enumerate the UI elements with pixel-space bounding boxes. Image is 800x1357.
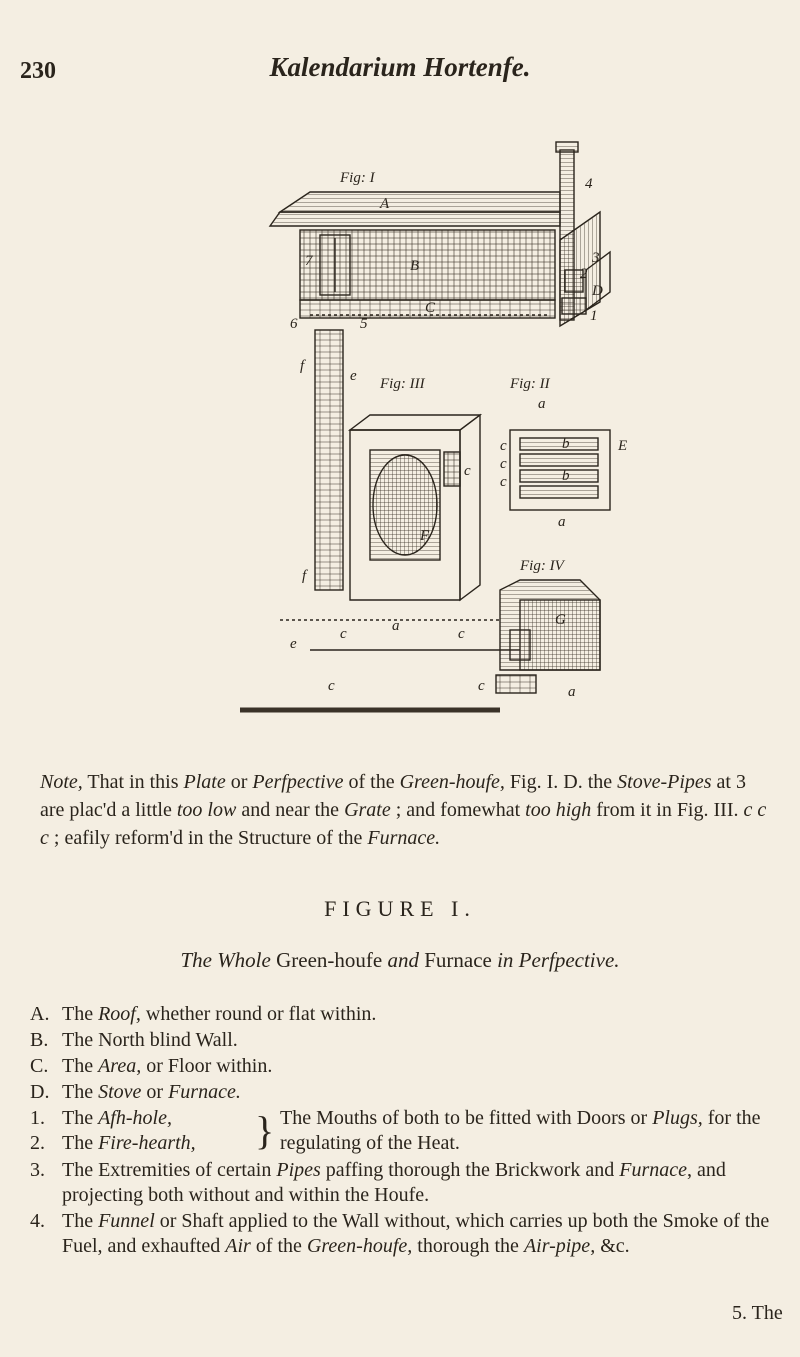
fig-1-letter-a: A: [380, 196, 390, 212]
fig-1-letter-d: D: [592, 283, 603, 299]
bottom-letter-c-4: c: [478, 678, 485, 694]
fig-3-letter-a: a: [392, 618, 400, 634]
note-lead: Note,: [40, 771, 83, 793]
fig-3-letter-e: e: [350, 368, 357, 384]
fig-3-label: Fig: III: [380, 376, 425, 392]
legend-3-text-2: paffing thorough the Brickwork and: [320, 1159, 620, 1181]
note-stove-pipes: Stove-Pipes: [617, 771, 712, 793]
legend-a-italic-1: Roof,: [98, 1003, 141, 1025]
legend-d-text-1: The: [62, 1081, 99, 1103]
legend-4-text-2: or Shaft applied to the Wall without, which carries up both the Smoke of the Fuel, and exhaufted: [62, 1210, 770, 1257]
bottom-letter-c-3: c: [328, 678, 335, 694]
legend-3-italic-1: Pipes: [276, 1159, 321, 1181]
fig-3-letter-f-top: f: [300, 358, 305, 374]
note-grate: Grate: [344, 799, 391, 821]
fig-3-letter-c: c: [464, 463, 471, 479]
figure-legend: [30, 1002, 780, 1260]
legend-2-text-1: The: [62, 1132, 99, 1154]
note-text-5: at 3 are plac'd a little: [40, 771, 746, 821]
legend-3-text-3: , and projecting both without and within the Houfe.: [62, 1159, 726, 1206]
sub-a: The Whole: [180, 948, 271, 972]
note-text-4: Fig. I. D. the: [504, 771, 618, 793]
fig-1-number-5: 5: [360, 316, 368, 332]
plate-note: [40, 768, 775, 852]
note-plate: Plate: [183, 771, 226, 793]
legend-1-italic-1: Afh-hole,: [98, 1107, 172, 1129]
fig-1-letter-c: C: [425, 300, 436, 316]
legend-1-text-1: The: [62, 1107, 99, 1129]
legend-c-text-1: The: [62, 1055, 99, 1077]
fig-2-letter-a-top: a: [538, 396, 546, 412]
note-too-high: too high: [525, 799, 592, 821]
fig-2-pipes: [510, 430, 610, 510]
note-text-2: or: [225, 771, 253, 793]
fig-3-letter-big-f: F: [420, 528, 430, 544]
legend-entry-4: [30, 1209, 780, 1259]
legend-shared-italic-1: Plugs,: [652, 1107, 703, 1129]
legend-4-italic-2: Air: [225, 1235, 251, 1257]
fig-4-letter-a: a: [568, 684, 576, 700]
note-ccc: c c c: [40, 799, 767, 849]
fig-1-number-6: 6: [290, 316, 298, 332]
legend-entry-1: [30, 1106, 282, 1131]
fig-1-number-2: 2: [580, 266, 588, 282]
legend-4-italic-4: Air-pipe,: [523, 1235, 596, 1257]
fig-2-label: Fig: II: [510, 376, 550, 392]
note-text-7: ; and fomewhat: [390, 799, 526, 821]
sub-c: and: [387, 948, 419, 972]
sub-d: Furnace: [418, 948, 498, 972]
fig-2-letter-e: E: [618, 438, 628, 454]
fig-2-labels: [500, 376, 627, 530]
legend-key-b: B.: [30, 1029, 49, 1051]
bottom-letter-e: e: [290, 636, 297, 652]
legend-key-1: 1.: [30, 1107, 45, 1129]
legend-entry-pair-1-2: [30, 1106, 780, 1158]
fig-4-letter-g: G: [555, 612, 566, 628]
legend-4-text-4: thorough the: [412, 1235, 524, 1257]
note-text-3: of the: [343, 771, 400, 793]
note-greenhouse: Green-houfe,: [399, 771, 505, 793]
fig-1-letter-b: B: [410, 258, 420, 274]
legend-d-italic-2: Furnace.: [168, 1081, 241, 1103]
fig-1-number-1: 1: [590, 308, 598, 324]
page-number: 230: [20, 58, 56, 84]
sub-b: Green-houfe: [270, 948, 388, 972]
fig-2-letter-b-1: b: [562, 436, 570, 452]
note-text-9: ; eafily reform'd in the Structure of the: [48, 827, 368, 849]
legend-entry-c: [30, 1054, 780, 1079]
fig-1-number-7: 7: [305, 253, 313, 269]
note-perspective: Perfpective: [252, 771, 344, 793]
legend-a-text-1: The: [62, 1003, 99, 1025]
legend-key-2: 2.: [30, 1132, 45, 1154]
fig-4-label: Fig: IV: [520, 558, 564, 574]
fig-2-letter-c-1: c: [500, 438, 507, 454]
fig-2-letter-a-bottom: a: [558, 514, 566, 530]
legend-key-c: C.: [30, 1055, 49, 1077]
legend-3-italic-2: Furnace: [619, 1159, 688, 1181]
legend-key-4: 4.: [30, 1210, 45, 1232]
legend-a-text-2: whether round or flat within.: [140, 1003, 377, 1025]
legend-entry-3: [30, 1158, 780, 1208]
legend-brace: }: [255, 1108, 275, 1153]
legend-4-italic-1: Funnel: [98, 1210, 155, 1232]
legend-c-text-2: or Floor within.: [141, 1055, 273, 1077]
legend-key-d: D.: [30, 1081, 50, 1103]
fig-1-label: Fig: I: [340, 170, 375, 186]
legend-4-italic-3: Green-houfe,: [306, 1235, 413, 1257]
engraved-plate: [220, 130, 800, 750]
bottom-letter-c-2: c: [458, 626, 465, 642]
note-text-6: and near the: [236, 799, 345, 821]
fig-2-letter-c-3: c: [500, 474, 507, 490]
note-text-8: from it in Fig. III.: [591, 799, 744, 821]
running-head: Kalendarium Hortenfe.: [269, 52, 531, 82]
fig-2-letter-c-2: c: [500, 456, 507, 472]
fig-3-letter-f-bottom: f: [302, 568, 307, 584]
sub-e: in Perfpective.: [497, 948, 620, 972]
fig-1-number-3: 3: [592, 250, 600, 266]
legend-shared-text-1: The Mouths of both to be fitted with Doors or: [280, 1107, 653, 1129]
figure-subheading: [0, 948, 800, 973]
legend-entry-b: [30, 1028, 780, 1053]
legend-d-text-2: or: [141, 1081, 169, 1103]
legend-2-italic-1: Fire-hearth,: [98, 1132, 196, 1154]
legend-3-text-1: The Extremities of certain: [62, 1159, 277, 1181]
legend-key-a: A.: [30, 1003, 50, 1025]
legend-entry-a: [30, 1002, 780, 1027]
figure-heading: FIGURE I.: [324, 896, 476, 921]
legend-b-text-1: The North blind Wall.: [62, 1029, 238, 1051]
legend-key-3: 3.: [30, 1159, 45, 1181]
legend-shared-1-2: [280, 1106, 780, 1156]
fig-2-letter-b-2: b: [562, 468, 570, 484]
legend-4-text-3: of the: [250, 1235, 307, 1257]
legend-4-text-5: &c.: [595, 1235, 630, 1257]
bottom-letter-c-1: c: [340, 626, 347, 642]
note-text-1: That in this: [82, 771, 184, 793]
legend-shared-text-2: for the regulating of the Heat.: [280, 1107, 761, 1154]
note-too-low: too low: [176, 799, 237, 821]
legend-entry-d: [30, 1080, 780, 1105]
catchword: 5. The: [732, 1302, 783, 1324]
fig-1-number-4: 4: [585, 176, 593, 192]
legend-d-italic-1: Stove: [98, 1081, 142, 1103]
legend-c-italic-1: Area,: [98, 1055, 142, 1077]
legend-entry-2: [30, 1131, 282, 1156]
note-furnace: Furnace.: [367, 827, 441, 849]
legend-4-text-1: The: [62, 1210, 99, 1232]
